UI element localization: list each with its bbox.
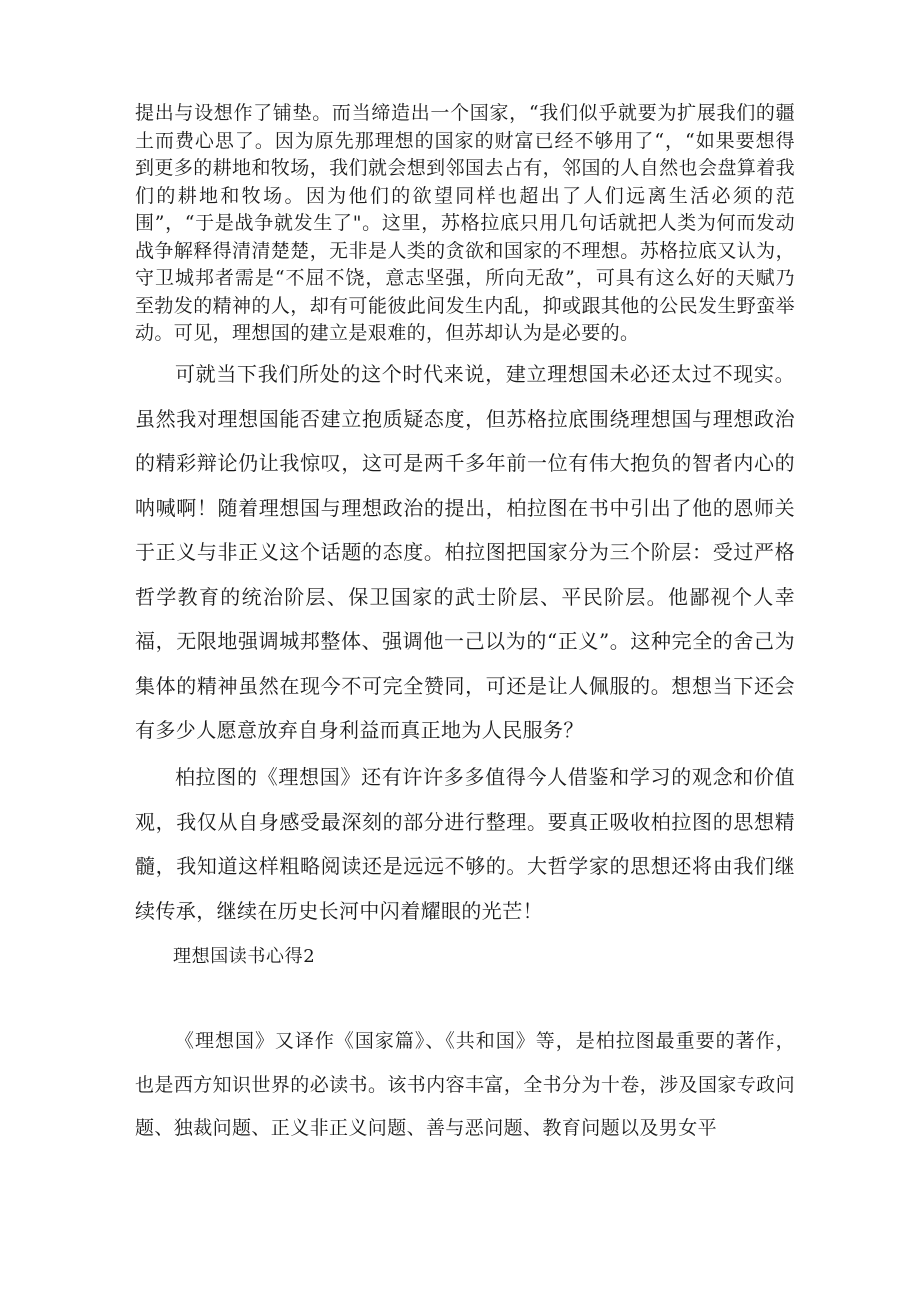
- paragraph-1: 提出与设想作了铺垫。而当缔造出一个国家，“我们似乎就要为扩展我们的疆土而费心思了。因为原先那理想的国家的财富已经不够用了“，“如果要想得到更多的耕地和牧场，我们就会想到邻国去占有，邻国的人自然也会盘算着我们的耕地和牧场。因为他们的欲望同样也超出了人们远离生活必须的范围”，“于是战争就发生了"。这里，苏格拉底只用几句话就把人类为何而发动战争解释得清清楚楚，无非是人类的贪欲和国家的不理想。苏格拉底又认为，守卫城邦者需是“不屈不饶，意志坚强，所向无敌”，可具有这么好的天赋乃至勃发的精神的人，却有可能彼此间发生内乱，抑或跟其他的公民发生野蛮举动。可见，理想国的建立是艰难的，但苏却认为是必要的。: [135, 102, 795, 344]
- section-subtitle: 理想国读书心得2: [173, 946, 316, 967]
- paragraph-4: 《理想国》又译作《国家篇》、《共和国》等，是柏拉图最重要的著作，也是西方知识世界的必读书。该书内容丰富，全书分为十卷，涉及国家专政问题、独裁问题、正义非正义问题、善与恶问题、教育问题以及男女平: [135, 1030, 795, 1139]
- paragraph-2: 可就当下我们所处的这个时代来说，建立理想国未必还太过不现实。虽然我对理想国能否建立抱质疑态度，但苏格拉底围绕理想国与理想政治的精彩辩论仍让我惊叹，这可是两千多年前一位有伟大抱负的智者内心的呐喊啊！随着理想国与理想政治的提出，柏拉图在书中引出了他的恩师关于正义与非正义这个话题的态度。柏拉图把国家分为三个阶层：受过严格哲学教育的统治阶层、保卫国家的武士阶层、平民阶层。他鄙视个人幸福，无限地强调城邦整体、强调他一己以为的“正义”。这种完全的舍己为集体的精神虽然在现今不可完全赞同，可还是让人佩服的。想想当下还会有多少人愿意放弃自身利益而真正地为人民服务？: [135, 362, 795, 742]
- paragraph-3: 柏拉图的《理想国》还有许许多多值得今人借鉴和学习的观念和价值观，我仅从自身感受最深刻的部分进行整理。要真正吸收柏拉图的思想精髓，我知道这样粗略阅读还是远远不够的。大哲学家的思想还将由我们继续传承，继续在历史长河中闪着耀眼的光芒！: [135, 765, 795, 923]
